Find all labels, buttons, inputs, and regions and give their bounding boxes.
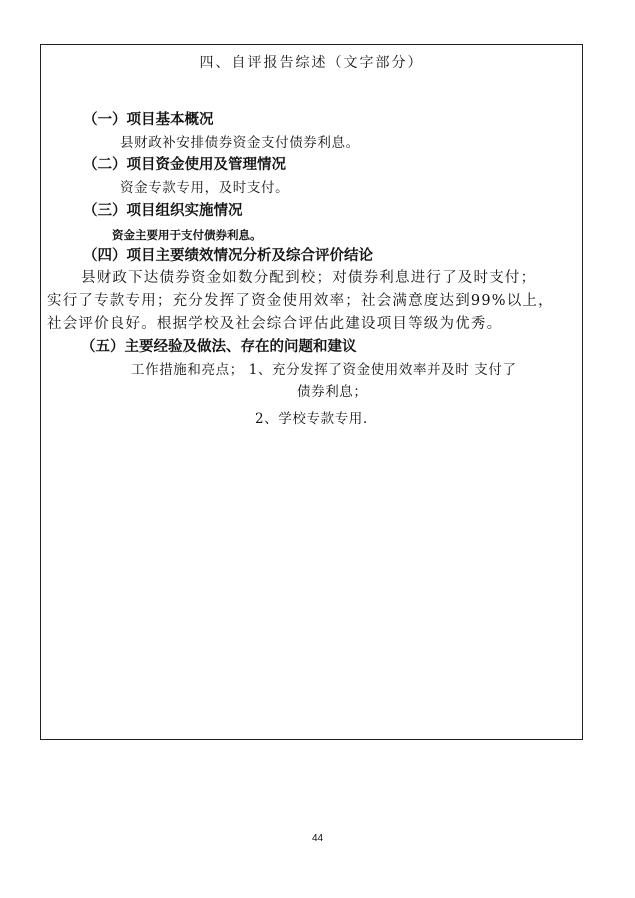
heading-fund-management: （二）项目资金使用及管理情况: [83, 157, 286, 173]
heading-experience-suggestions: （五）主要经验及做法、存在的问题和建议: [81, 339, 357, 355]
heading-performance-analysis: （四）项目主要绩效情况分析及综合评价结论: [83, 248, 373, 264]
text-basic-overview: 县财政补安排债券资金支付债券利息。: [120, 135, 360, 151]
heading-implementation: （三）项目组织实施情况: [83, 203, 243, 219]
text-experience-line-2: 债券利息；: [297, 384, 368, 400]
text-implementation: 资金主要用于支付债券利息。: [112, 228, 262, 242]
text-performance-line-2: 实行了专款专用；充分发挥了资金使用效率；社会满意度达到99%以上，: [47, 293, 554, 309]
report-frame: [40, 44, 583, 740]
page-number: 44: [311, 833, 324, 844]
section-title: 四、自评报告综述（文字部分）: [199, 55, 424, 71]
text-performance-line-1: 县财政下达债券资金如数分配到校；对债券利息进行了及时支付；: [81, 270, 537, 286]
heading-basic-overview: （一）项目基本概况: [83, 112, 214, 128]
text-performance-line-3: 社会评价良好。根据学校及社会综合评估此建设项目等级为优秀。: [47, 316, 503, 332]
text-experience-line-1: 工作措施和亮点； 1、充分发挥了资金使用效率并及时 支付了: [131, 362, 517, 378]
text-fund-management: 资金专款专用，及时支付。: [120, 180, 290, 196]
text-experience-line-3: 2、学校专款专用.: [255, 411, 368, 427]
